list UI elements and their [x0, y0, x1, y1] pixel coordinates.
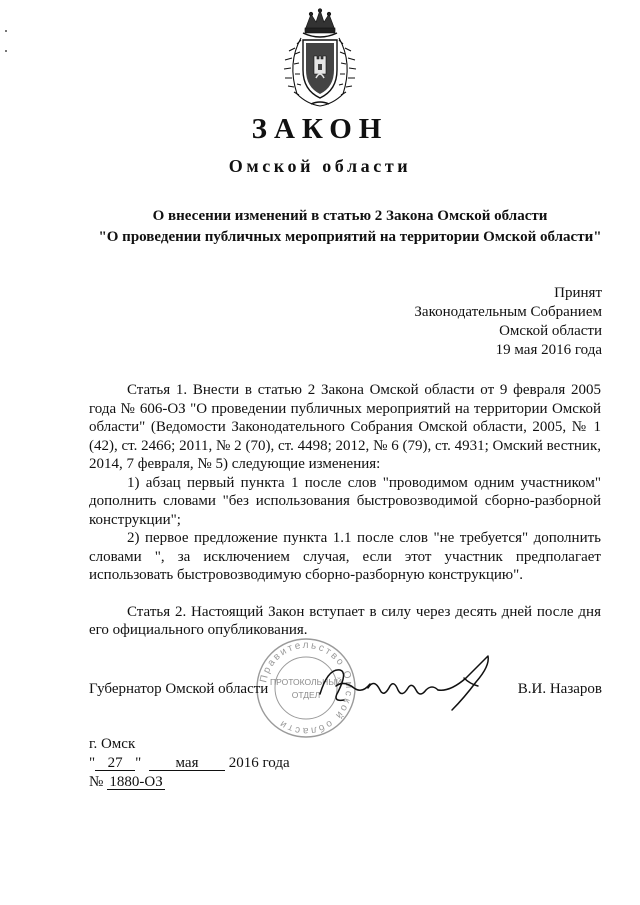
date-quote-close: ": [135, 755, 142, 771]
issue-city: г. Омск: [89, 736, 136, 752]
issue-month: мая: [149, 756, 225, 771]
issue-day: 27: [95, 756, 135, 771]
scan-speck: [5, 30, 7, 32]
stamp-inner-text-1: ПРОТОКОЛЬНЫЙ: [270, 677, 342, 687]
stamp-inner-text-2: ОТДЕЛ: [291, 690, 321, 700]
law-number-prefix: №: [89, 774, 104, 790]
adoption-line-3: Омской области: [499, 323, 602, 339]
governor-name: В.И. Назаров: [517, 681, 602, 697]
issue-date-line: [89, 754, 290, 773]
law-heading-line-1: О внесении изменений в статью 2 Закона Омской области: [152, 208, 548, 224]
document-subtitle: Омской области: [228, 156, 412, 176]
document-footer: [89, 735, 290, 792]
date-quote-open: ": [89, 755, 96, 771]
stamp-outer-text: Правительство Омской области: [258, 639, 355, 737]
article-1-item-2: 2) первое предложение пункта 1.1 после слов "не требуется" дополнить словами ", за исключением случая, если этот участник предполагает использовать быстровозводимую сборно-разборную конструкцию".: [89, 530, 601, 583]
adoption-line-1: Принят: [554, 285, 602, 301]
adoption-line-2: Законодательным Собранием: [414, 304, 602, 320]
law-heading-line-2: "О проведении публичных мероприятий на территории Омской области": [98, 229, 602, 245]
governor-title: Губернатор Омской области: [89, 681, 269, 697]
adoption-block: [414, 284, 602, 360]
law-number-line: [89, 773, 290, 792]
law-heading: [60, 206, 640, 248]
law-number: 1880-ОЗ: [107, 775, 165, 790]
coat-of-arms-emblem: [281, 8, 359, 112]
governor-signature: [318, 648, 496, 718]
article-1-item-1: 1) абзац первый пункта 1 после слов "проводимом одним участником" дополнить словами "без использования быстровозводимой сборно-разборной конструкции";: [89, 474, 601, 528]
article-1: Статья 1. Внести в статью 2 Закона Омской области от 9 февраля 2005 года № 606-ОЗ "О проведении публичных мероприятий на территории Омской области" (Ведомости Законодательного Собрания Омской области, 2005, № 1 (42), ст. 2466; 2011, № 2 (70), ст. 4498; 2012, № 6 (79), ст. 4931; Омский вестник, 2014, 7 февраля, № 5) следующие изменения:: [89, 382, 601, 472]
scan-speck: [5, 50, 7, 52]
article-2: Статья 2. Настоящий Закон вступает в силу через десять дней после дня его официального опубликования.: [89, 603, 601, 638]
document-title: ЗАКОН: [251, 113, 389, 145]
law-body: [89, 381, 601, 640]
issue-year: 2016 года: [228, 755, 290, 771]
adoption-date: 19 мая 2016 года: [495, 342, 602, 358]
